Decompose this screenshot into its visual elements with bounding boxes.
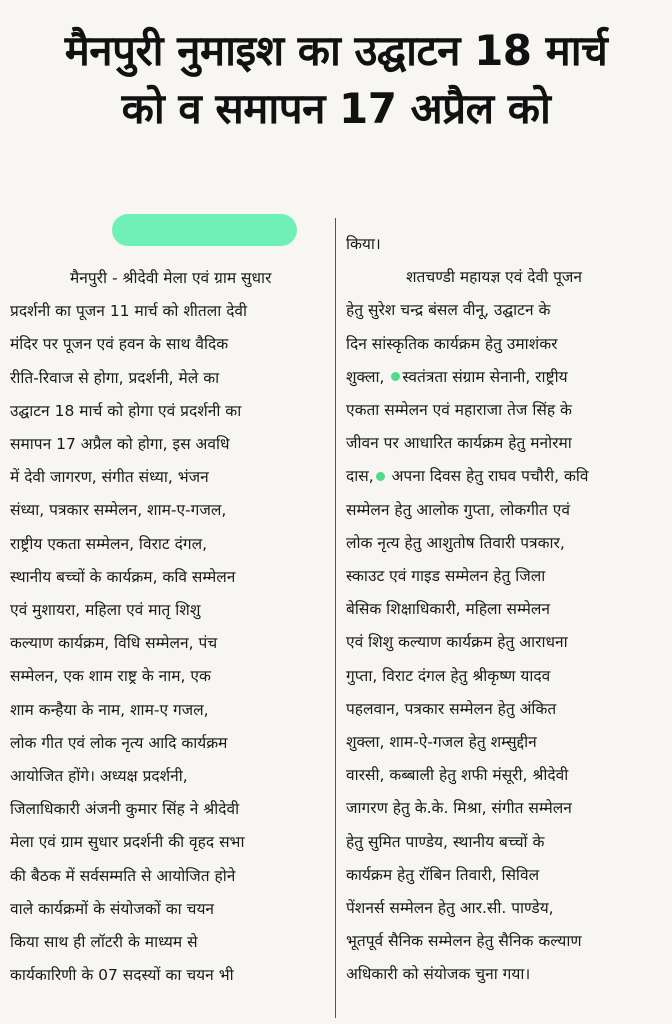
text-line: स्थानीय बच्चों के कार्यक्रम, कवि सम्मेलन [10,567,236,586]
column-divider [335,218,336,1018]
text-line: आयोजित होंगे। अध्यक्ष प्रदर्शनी, [10,767,188,786]
text-line: की बैठक में सर्वसम्मति से आयोजित होने [10,866,236,885]
text-line: किया। [346,235,381,253]
right-column [346,228,662,992]
text-line: हेतु सुरेश चन्द्र बंसल वीनू, उद्घाटन के [346,301,551,320]
text-line: संध्या, पत्रकार सम्मेलन, शाम-ए-गजल, [10,501,227,520]
text-line: पहलवान, पत्रकार सम्मेलन हेतु अंकित [346,699,557,718]
text-line: सम्मेलन, एक शाम राष्ट्र के नाम, एक [10,667,211,686]
text-line: कार्यकारिणी के 07 सदस्यों का चयन भी [10,966,234,985]
text-line: भूतपूर्व सैनिक सम्मेलन हेतु सैनिक कल्याण [346,932,582,951]
redaction-highlight [112,214,297,246]
text-line: जागरण हेतु के.के. मिश्रा, संगीत सम्मेलन [346,799,572,818]
text-line: मैनपुरी - श्रीदेवी मेला एवं ग्राम सुधार [70,269,272,287]
text-line: कार्यक्रम हेतु रॉबिन तिवारी, सिविल [346,865,540,884]
text-line: राष्ट्रीय एकता सम्मेलन, विराट दंगल, [10,534,208,553]
text-line: सम्मेलन हेतु आलोक गुप्ता, लोकगीत एवं [346,500,570,519]
text-line: शुक्ला, शाम-ऐ-गजल हेतु शम्सुद्दीन [346,733,537,752]
text-line: शतचण्डी महायज्ञ एवं देवी पूजन [406,268,582,287]
text-line: वारसी, कब्बाली हेतु शफी मंसूरी, श्रीदेवी [346,766,569,785]
text-line: जीवन पर आधारित कार्यक्रम हेतु मनोरमा [346,434,572,453]
text-line: गुप्ता, विराट दंगल हेतु श्रीकृष्ण यादव [346,666,551,685]
text-line: लोक गीत एवं लोक नृत्य आदि कार्यक्रम [10,733,228,752]
text-line: स्काउट एवं गाइड सम्मेलन हेतु जिला [346,567,546,586]
text-line: प्रदर्शनी का पूजन 11 मार्च को शीतला देवी [10,302,248,321]
text-line: बेसिक शिक्षाधिकारी, महिला सम्मेलन [346,600,550,619]
text-line: लोक नृत्य हेतु आशुतोष तिवारी पत्रकार, [346,533,565,552]
text-line: एकता सम्मेलन एवं महाराजा तेज सिंह के [346,401,572,420]
text-line: शाम कन्हैया के नाम, शाम-ए गजल, [10,700,209,719]
text-line: रीति-रिवाज से होगा, प्रदर्शनी, मेले का [10,368,220,387]
text-line: में देवी जागरण, संगीत संध्या, भंजन [10,468,209,487]
text-line: एवं शिशु कल्याण कार्यक्रम हेतु आराधना [346,633,568,652]
headline [0,22,672,138]
text-line: उद्घाटन 18 मार्च को होगा एवं प्रदर्शनी का [10,401,242,420]
left-column [10,262,324,992]
text-line: मंदिर पर पूजन एवं हवन के साथ वैदिक [10,335,229,354]
text-line: जिलाधिकारी अंजनी कुमार सिंह ने श्रीदेवी [10,800,240,819]
headline-line-1: मैनपुरी नुमाइश का उद्घाटन 18 मार्च [64,26,608,75]
text-line: दिन सांस्कृतिक कार्यक्रम हेतु उमाशंकर [346,334,558,353]
text-line: दास, अपना दिवस हेतु राघव पचौरी, कवि [346,467,589,486]
highlight-dot [391,372,400,381]
text-line: हेतु सुमित पाण्डेय, स्थानीय बच्चों के [346,832,545,851]
text-line: मेला एवं ग्राम सुधार प्रदर्शनी की वृहद सभा [10,833,245,852]
text-line: पेंशनर्स सम्मेलन हेतु आर.सी. पाण्डेय, [346,899,554,918]
text-line: किया साथ ही लॉटरी के माध्यम से [10,933,198,952]
highlight-dot [376,472,385,481]
text-line: वाले कार्यक्रमों के संयोजकों का चयन [10,899,215,918]
text-line: कल्याण कार्यक्रम, विधि सम्मेलन, पंच [10,634,218,653]
headline-line-2: को व समापन 17 अप्रैल को [121,84,551,133]
text-line: एवं मुशायरा, महिला एवं मातृ शिशु [10,601,201,620]
text-line: समापन 17 अप्रैल को होगा, इस अवधि [10,435,230,454]
text-line: अधिकारी को संयोजक चुना गया। [346,965,531,984]
text-line: शुक्ला, स्वतंत्रता संग्राम सेनानी, राष्ट्रीय [346,367,568,386]
